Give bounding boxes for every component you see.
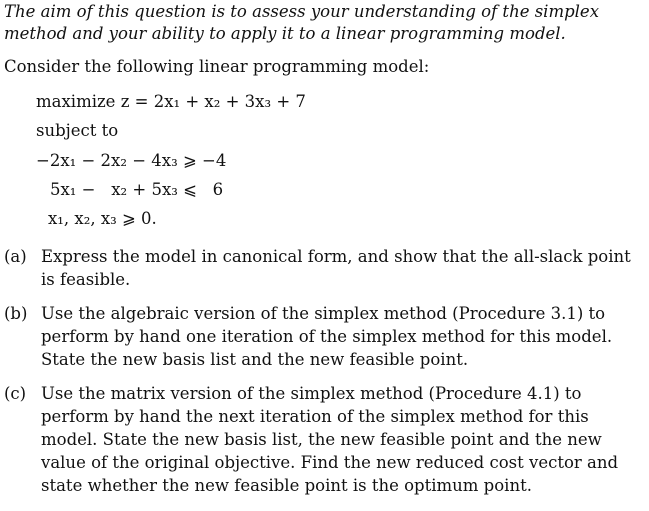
intro-line: method and your ability to apply it to a linear programming model. <box>4 24 566 43</box>
part-line: perform by hand one iteration of the simplex method for this model. <box>41 327 613 346</box>
part-text <box>41 245 641 291</box>
part-line: Express the model in canonical form, and show that the all-slack point <box>41 247 631 266</box>
part-label: (c) <box>4 384 27 403</box>
part-line: Use the matrix version of the simplex method (Procedure 4.1) to <box>41 384 582 403</box>
part-line: perform by hand the next iteration of the simplex method for this <box>41 407 589 426</box>
part-text <box>41 382 641 497</box>
part-text <box>41 302 641 371</box>
objective-function: maximize z = 2x₁ + x₂ + 3x₃ + 7 <box>36 92 306 111</box>
part-line: value of the original objective. Find the new reduced cost vector and <box>41 453 619 472</box>
intro-line: The aim of this question is to assess your understanding of the simplex <box>4 2 599 21</box>
part-line: State the new basis list and the new feasible point. <box>41 350 469 369</box>
part-label: (b) <box>4 304 28 323</box>
part-line: Use the algebraic version of the simplex method (Procedure 3.1) to <box>41 304 606 323</box>
intro-paragraph <box>4 1 644 45</box>
constraint-1: −2x₁ − 2x₂ − 4x₃ ⩾ −4 <box>36 151 227 170</box>
consider-statement: Consider the following linear programming model: <box>4 57 430 76</box>
constraint-2: 5x₁ − x₂ + 5x₃ ⩽ 6 <box>50 180 224 199</box>
part-line: is feasible. <box>41 270 131 289</box>
subject-to-label: subject to <box>36 121 119 140</box>
part-line: state whether the new feasible point is the optimum point. <box>41 476 532 495</box>
part-line: model. State the new basis list, the new feasible point and the new <box>41 430 602 449</box>
part-label: (a) <box>4 247 27 266</box>
nonnegativity-constraint: x₁, x₂, x₃ ⩾ 0. <box>48 209 157 228</box>
